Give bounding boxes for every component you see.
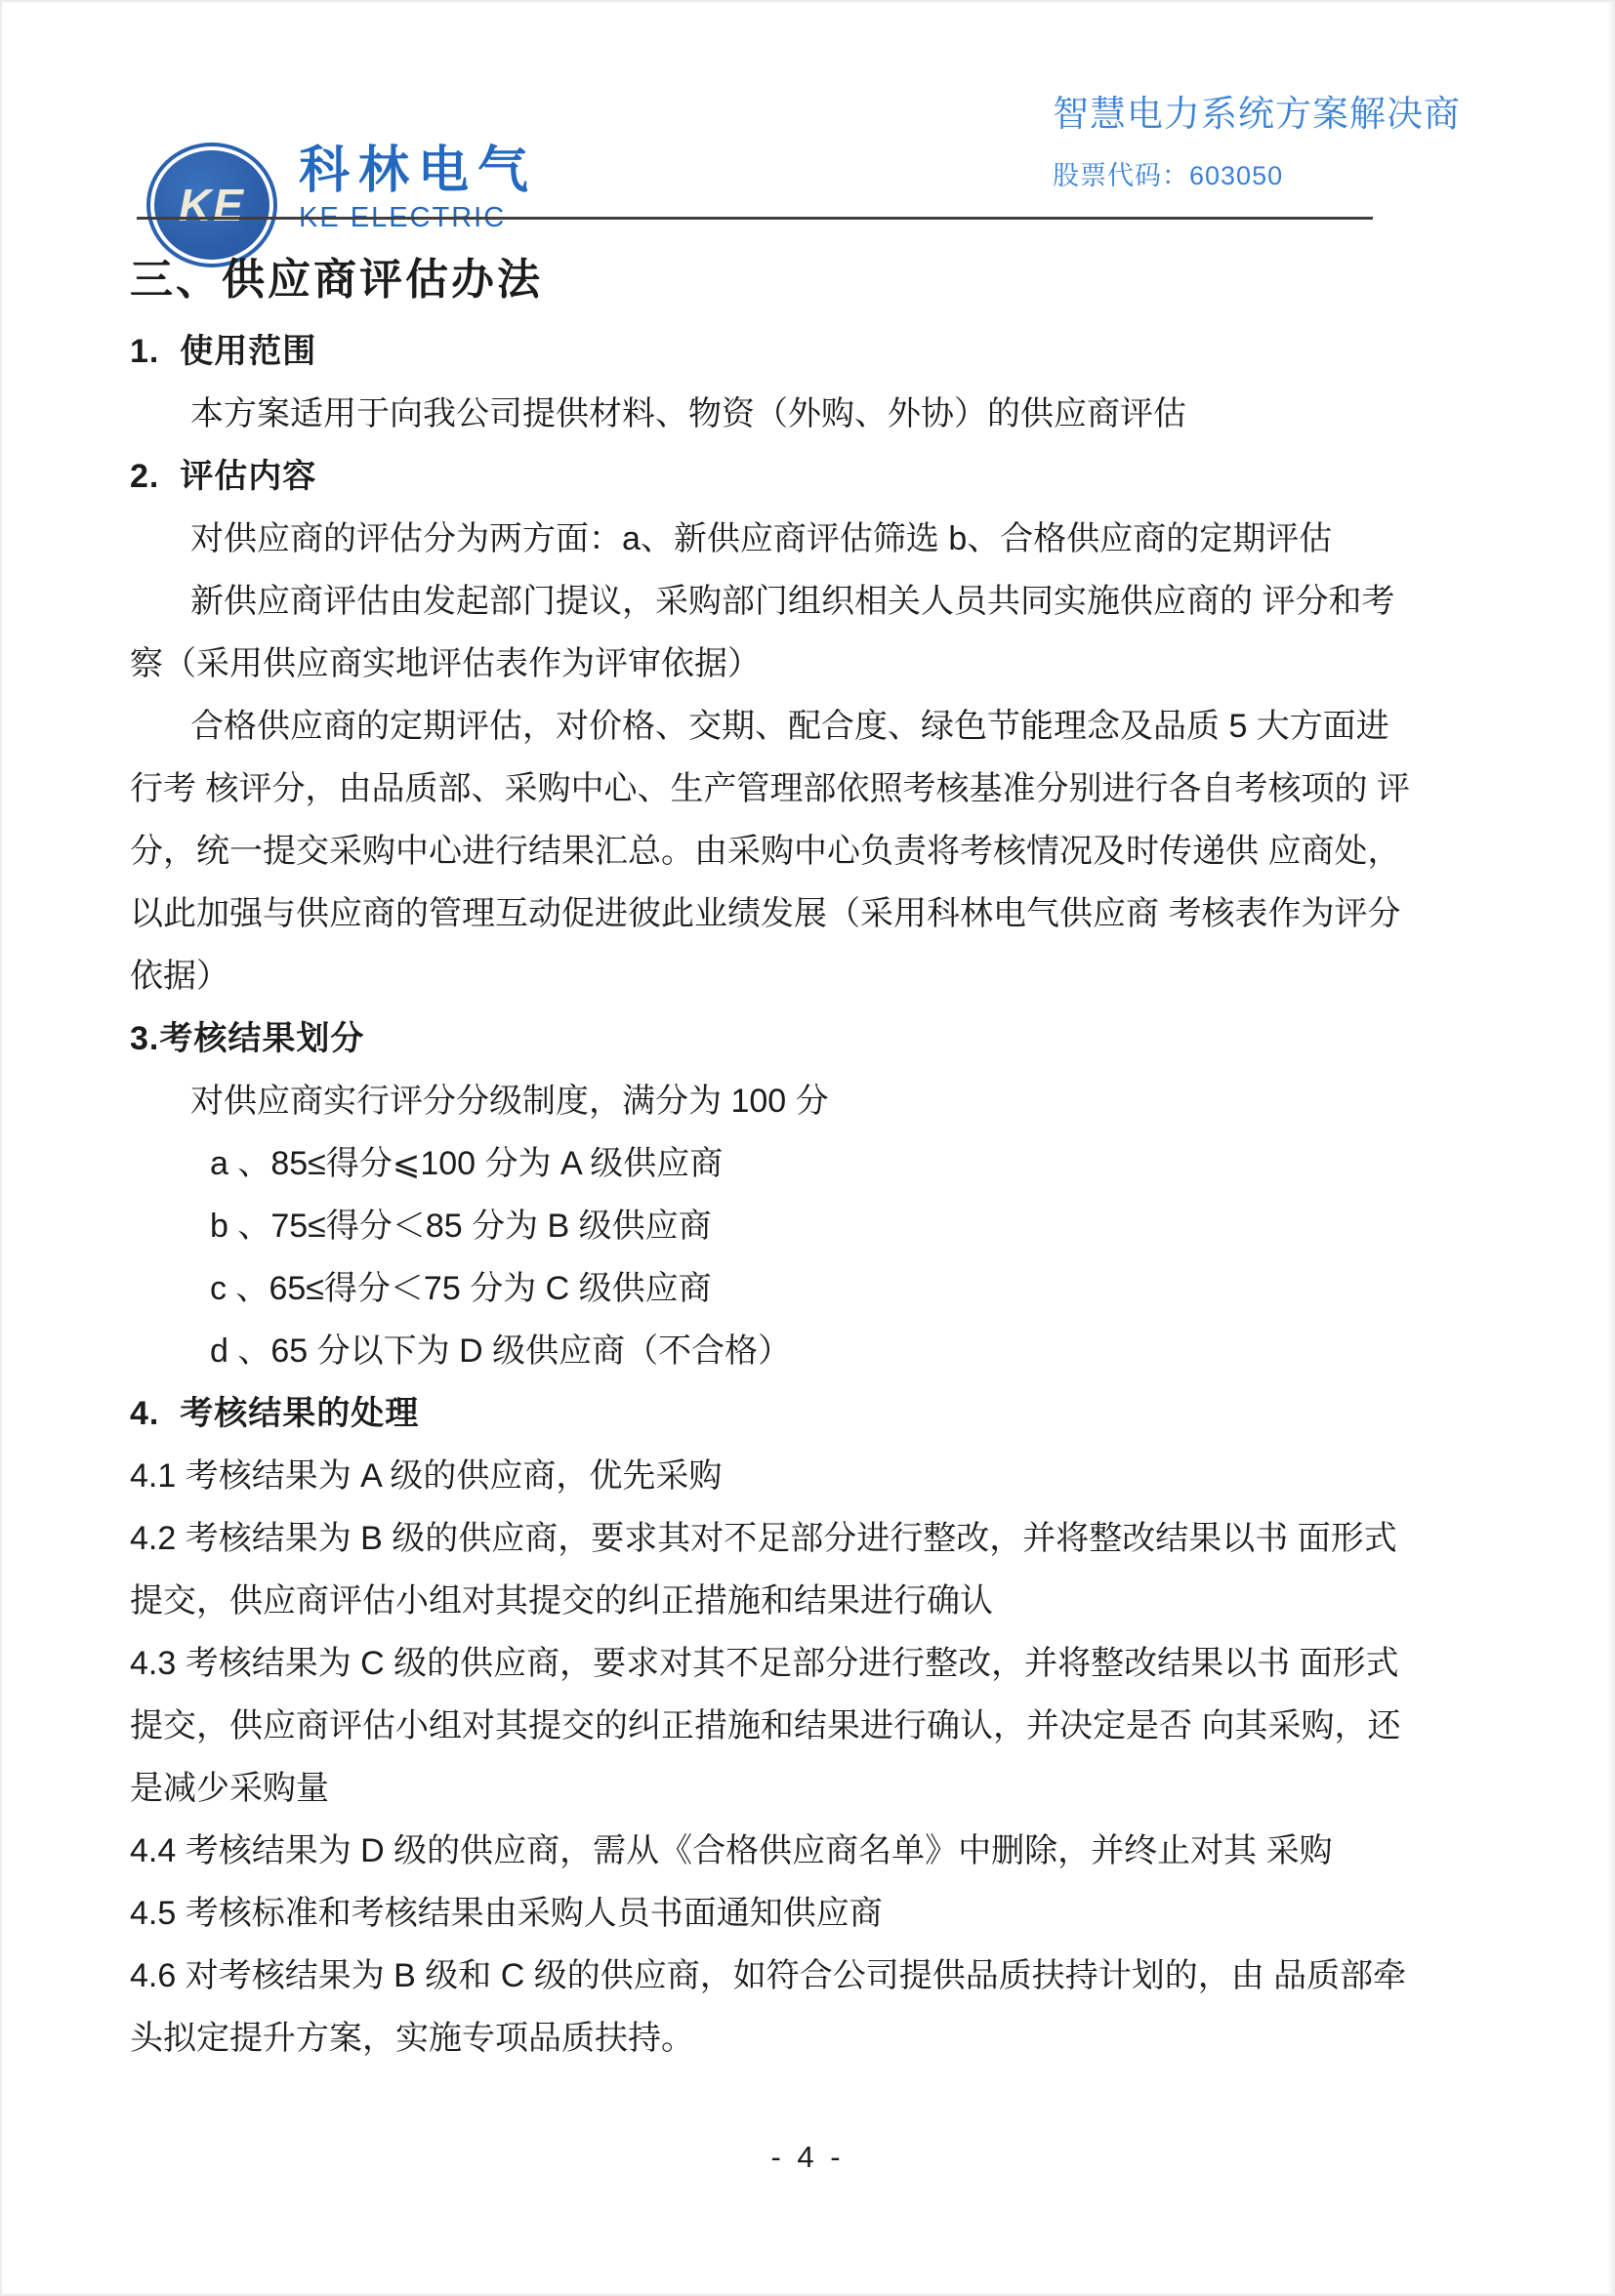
section-heading: 3.考核结果划分: [130, 1020, 365, 1057]
paragraph-line: 4.4 考核结果为 D 级的供应商，需从《合格供应商名单》中删除，并终止对其 采购: [130, 1832, 1333, 1869]
paragraph-line: 4.1 考核结果为 A 级的供应商，优先采购: [130, 1457, 723, 1495]
company-name-en: KE ELECTRIC: [299, 201, 507, 233]
page-title: 三、供应商评估办法: [130, 256, 543, 304]
paragraph-line: 4.6 对考核结果为 B 级和 C 级的供应商，如符合公司提供品质扶持计划的，由 品质部牵: [130, 1957, 1407, 1994]
paragraph-line: d 、65 分以下为 D 级供应商（不合格）: [210, 1332, 792, 1370]
paragraph-line: 4.3 考核结果为 C 级的供应商，要求对其不足部分进行整改，并将整改结果以书 面形式: [130, 1645, 1399, 1682]
paragraph-line: a 、85≤得分⩽100 分为 A 级供应商: [210, 1145, 724, 1182]
paragraph-line: 新供应商评估由发起部门提议，采购部门组织相关人员共同实施供应商的 评分和考: [190, 583, 1395, 620]
paragraph-line: 提交，供应商评估小组对其提交的纠正措施和结果进行确认: [130, 1582, 993, 1620]
section-heading: 2. 评估内容: [130, 458, 317, 495]
paragraph-line: 行考 核评分，由品质部、采购中心、生产管理部依照考核基准分别进行各自考核项的 评: [130, 770, 1410, 807]
paragraph-line: 提交，供应商评估小组对其提交的纠正措施和结果进行确认，并决定是否 向其采购，还: [130, 1707, 1401, 1744]
stock-code: 股票代码：603050: [1053, 161, 1284, 190]
page-number: - 4 -: [770, 2140, 845, 2174]
paragraph-line: b 、75≤得分＜85 分为 B 级供应商: [210, 1208, 712, 1245]
paragraph-line: c 、65≤得分＜75 分为 C 级供应商: [210, 1270, 712, 1307]
paragraph-line: 察（采用供应商实地评估表作为评审依据）: [130, 645, 761, 682]
paragraph-line: 是减少采购量: [130, 1770, 329, 1807]
paragraph-line: 分，统一提交采购中心进行结果汇总。由采购中心负责将考核情况及时传递供 应商处，: [130, 833, 1401, 870]
document-body: [130, 320, 1500, 2070]
paragraph-line: 4.2 考核结果为 B 级的供应商，要求其对不足部分进行整改，并将整改结果以书 面形式: [130, 1520, 1397, 1557]
paragraph-line: 合格供应商的定期评估，对价格、交期、配合度、绿色节能理念及品质 5 大方面进: [190, 708, 1389, 745]
paragraph-line: 4.5 考核标准和考核结果由采购人员书面通知供应商: [130, 1895, 883, 1932]
header-divider: [137, 217, 1373, 220]
section-heading: 4. 考核结果的处理: [130, 1395, 420, 1432]
ke-logo-monogram: KE: [154, 150, 269, 260]
paragraph-line: 对供应商的评估分为两方面：a、新供应商评估筛选 b、合格供应商的定期评估: [190, 520, 1333, 557]
page-footer: [0, 2140, 1615, 2175]
paragraph-line: 以此加强与供应商的管理互动促进彼此业绩发展（采用科林电气供应商 考核表作为评分: [130, 895, 1401, 932]
paragraph-line: 头拟定提升方案，实施专项品质扶持。: [130, 2020, 694, 2057]
paragraph-line: 依据）: [130, 958, 229, 995]
company-slogan: 智慧电力系统方案解决商: [1053, 94, 1461, 134]
paragraph-line: 本方案适用于向我公司提供材料、物资（外购、外协）的供应商评估: [190, 395, 1186, 432]
company-name-cn: 科林电气: [299, 143, 538, 199]
section-heading: 1. 使用范围: [130, 333, 317, 370]
paragraph-line: 对供应商实行评分分级制度，满分为 100 分: [190, 1083, 829, 1120]
document-main: [130, 240, 1500, 2070]
header-right-block: [1053, 84, 1461, 192]
company-name-block: [299, 143, 537, 234]
